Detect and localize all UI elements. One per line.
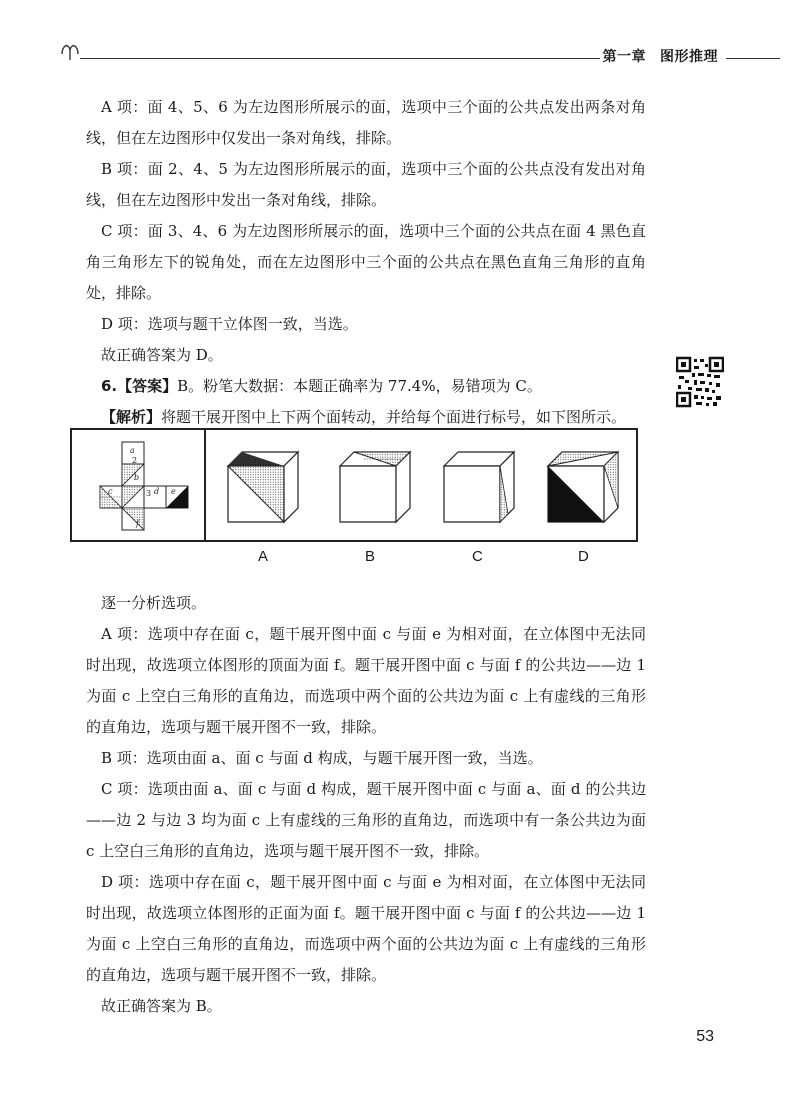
cube-option-d — [542, 446, 622, 526]
figure-panel — [70, 428, 638, 542]
cube-net — [86, 436, 194, 536]
net-label-e: e — [171, 487, 176, 496]
chapter-label: 第一章 — [602, 49, 646, 65]
net-label-c: c — [108, 487, 113, 496]
analysis-text: 将题干展开图中上下两个面转动，并给每个面进行标号，如下图所示。 — [161, 408, 627, 426]
paragraph: A 项：面 4、5、6 为左边图形所展示的面，选项中三个面的公共点发出两条对角线，但在左边图形中仅发出一条对角线，排除。 — [86, 98, 646, 147]
paragraph: C 项：选项由面 a、面 c 与面 d 构成，题干展开图中面 c 与面 a、面 d 的公共边——边 2 与边 3 均为面 c 上有虚线的三角形的直角边，而选项中有一条公共边为面 c 上空白三角形的直角边，选项与题干展开图不一致，排除。 — [86, 780, 646, 860]
paragraph: C 项：面 3、4、6 为左边图形所展示的面，选项中三个面的公共点在面 4 黑色直角三角形左下的锐角处，而在左边图形中三个面的公共点在黑色直角三角形的直角处，排除。 — [86, 222, 646, 302]
option-label-c: C — [472, 548, 483, 565]
cube-option-c — [438, 446, 518, 526]
body-text-bottom — [86, 588, 646, 1022]
qr-code — [676, 356, 724, 408]
figure-divider — [204, 430, 206, 540]
paragraph: 故正确答案为 D。 — [101, 346, 223, 364]
header-title — [603, 46, 719, 66]
answer-line — [86, 371, 646, 402]
paragraph: D 项：选项中存在面 c，题干展开图中面 c 与面 e 为相对面，在立体图中无法同时出现，故选项立体图形的正面为面 f。题干展开图中面 c 与面 f 的公共边——边 1 为面 c 上空白三角形的直角边，而选项中两个面的公共边为面 c 上有虚线的三角形的直角边，选项与题干展开图不一致，排除。 — [86, 873, 646, 984]
net-label-b: b — [134, 473, 140, 482]
option-labels — [0, 548, 800, 572]
paragraph: B 项：选项由面 a、面 c 与面 d 构成，与题干展开图一致，当选。 — [101, 749, 543, 767]
option-label-b: B — [365, 548, 376, 565]
net-label-a: a — [130, 446, 135, 455]
option-label-d: D — [578, 548, 589, 565]
page-header — [58, 38, 780, 68]
net-label-3: 3 — [146, 489, 152, 498]
paragraph: D 项：选项与题干立体图一致，当选。 — [101, 315, 358, 333]
section-label: 图形推理 — [660, 49, 718, 65]
analysis-label: 【解析】 — [101, 408, 162, 426]
header-rule-right — [726, 58, 780, 59]
cube-option-b — [334, 446, 414, 526]
cube-option-a — [222, 446, 302, 526]
net-label-f: f — [136, 519, 139, 528]
option-label-a: A — [258, 548, 269, 565]
paragraph: B 项：面 2、4、5 为左边图形所展示的面，选项中三个面的公共点没有发出对角线，但在左边图形中发出一条对角线，排除。 — [86, 160, 646, 209]
header-rule — [80, 58, 600, 59]
leaf-icon — [58, 38, 82, 62]
paragraph: A 项：选项中存在面 c，题干展开图中面 c 与面 e 为相对面，在立体图中无法同时出现，故选项立体图形的顶面为面 f。题干展开图中面 c 与面 f 的公共边——边 1 为面 c 上空白三角形的直角边，而选项中两个面的公共边为面 c 上有虚线的三角形的直角边，选项与题干展开图不一致，排除。 — [86, 625, 646, 736]
answer-label: 6.【答案】 — [101, 377, 178, 395]
net-label-2: 2 — [132, 456, 138, 465]
answer-text: B。粉笔大数据：本题正确率为 77.4%，易错项为 C。 — [177, 377, 542, 395]
page-number: 53 — [696, 1028, 714, 1045]
paragraph: 逐一分析选项。 — [101, 594, 207, 612]
paragraph: 故正确答案为 B。 — [101, 997, 222, 1015]
net-label-d: d — [154, 487, 160, 496]
body-text-top — [86, 92, 646, 433]
